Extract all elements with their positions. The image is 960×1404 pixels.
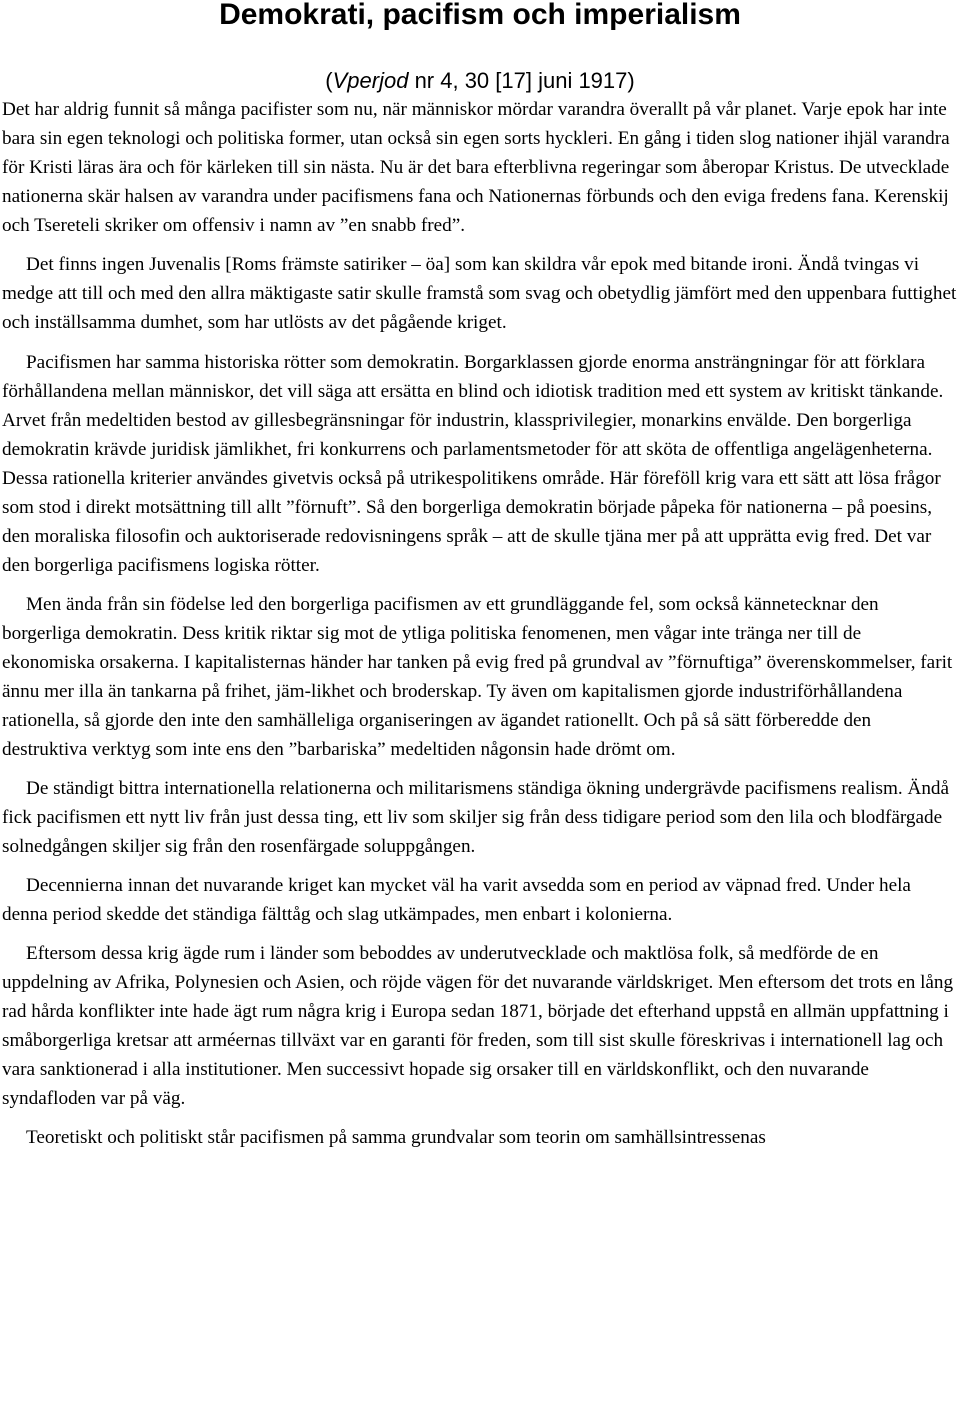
document-title: Demokrati, pacifism och imperialism [219,0,741,31]
paragraph: Teoretiskt och politiskt står pacifismen på samma grundvalar som teorin om samhällsintressenas [26,1127,766,1148]
paragraph: Men ända från sin födelse led den borgerliga pacifismen av ett grundläggande fel, som också kännetecknar den borgerliga demokratin. Dess kritik riktar sig mot de ytliga politiska fenomenen, men vågar inte tränga ner till de ekonomiska orsakerna. I kapitalisternas händer har tanken på evig fred på grundval av ”förnuftiga” överenskommelser, farit ännu mer illa än tankarna på frihet, jäm-likhet och broderskap. Ty även om kapitalismen gjorde industriförhållandena rationella, så gjorde den inte den samhälleliga organiseringen av ägandet rationellt. Och på så sätt förberedde den destruktiva verktyg som inte ens den ”barbariska” medeltiden någonsin hade drömt om. [2,594,953,760]
paragraph: Det finns ingen Juvenalis [Roms främste satiriker – öa] som kan skildra vår epok med bitande ironi. Ändå tvingas vi medge att till och med den allra mäktigaste satir skulle framstå som svag och obetydlig jämfört med den uppenbara futtighet och inställsamma dumhet, som har utlösts av det pågående kriget. [2,254,957,333]
document-subtitle [0,67,960,95]
subtitle-open-paren: ( [325,68,333,93]
subtitle-issue-date: nr 4, 30 [17] juni 1917) [408,68,635,93]
paragraph: De ständigt bittra internationella relationerna och militarismens ständiga ökning undergrävde pacifismens realism. Ändå fick pacifismen ett nytt liv från just dessa ting, ett liv som skiljer sig från dess tidigare period som den lila och blodfärgade solnedgången skiljer sig från den rosenfärgade soluppgången. [2,778,950,857]
subtitle-publication: Vperjod [332,68,409,93]
paragraph: Eftersom dessa krig ägde rum i länder som beboddes av underutvecklade och maktlösa folk, så medförde de en uppdelning av Afrika, Polynesien och Asien, och röjde vägen för det nuvarande världskriget. Men eftersom det trots en lång rad hårda konflikter inte hade ägt rum några krig i Europa sedan 1871, började det efterhand uppstå en allmän uppfattning i småborgerliga kretsar att arméernas tillväxt var en garanti för freden, som till sist skulle föreskrivas i internationell lag och vara sanktionerad i alla institutioner. Men successivt hopade sig orsaker till en världskonflikt, och den nuvarande syndafloden var på väg. [2,943,954,1109]
paragraph: Pacifismen har samma historiska rötter som demokratin. Borgarklassen gjorde enorma ansträngningar för att förklara förhållandena mellan människor, det vill säga att ersätta en blind och idiotisk tradition med ett system av kritiskt tänkande. Arvet från medeltiden bestod av gillesbegränsningar för industrin, klassprivilegier, monarkins envälde. Den borgerliga demokratin krävde juridisk jämlikhet, fri konkurrens och parlamentsmetoder för att sköta de offentliga angelägenheterna. Dessa rationella kriterier användes givetvis också på utrikespolitikens område. Här föreföll krig vara ett sätt att lösa frågor som stod i direkt motsättning till allt ”förnuft”. Så den borgerliga demokratin började påpeka för nationerna – på poesins, den moraliska filosofin och auktoriserade redovisningens språk – att de skulle tjäna mer på att upprätta evig fred. Det var den borgerliga pacifismens logiska rötter. [2,352,944,576]
document-body [0,95,960,1152]
paragraph: Decennierna innan det nuvarande kriget kan mycket väl ha varit avsedda som en period av väpnad fred. Under hela denna period skedde det ständiga fälttåg och slag utkämpades, men enbart i kolonierna. [2,875,911,925]
paragraph: Det har aldrig funnit så många pacifister som nu, när människor mördar varandra överallt på vår planet. Varje epok har inte bara sin egen teknologi och politiska former, utan också sin egen sorts hyckleri. En gång i tiden slog nationer ihjäl varandra för Kristi läras ära och för kärleken till sin nästa. Nu är det bara efterblivna regeringar som åberopar Kristus. De utvecklade nationerna skär halsen av varandra under pacifismens fana och Nationernas förbunds och den eviga fredens fana. Kerenskij och Tsereteli skriker om offensiv i namn av ”en snabb fred”. [2,99,950,236]
